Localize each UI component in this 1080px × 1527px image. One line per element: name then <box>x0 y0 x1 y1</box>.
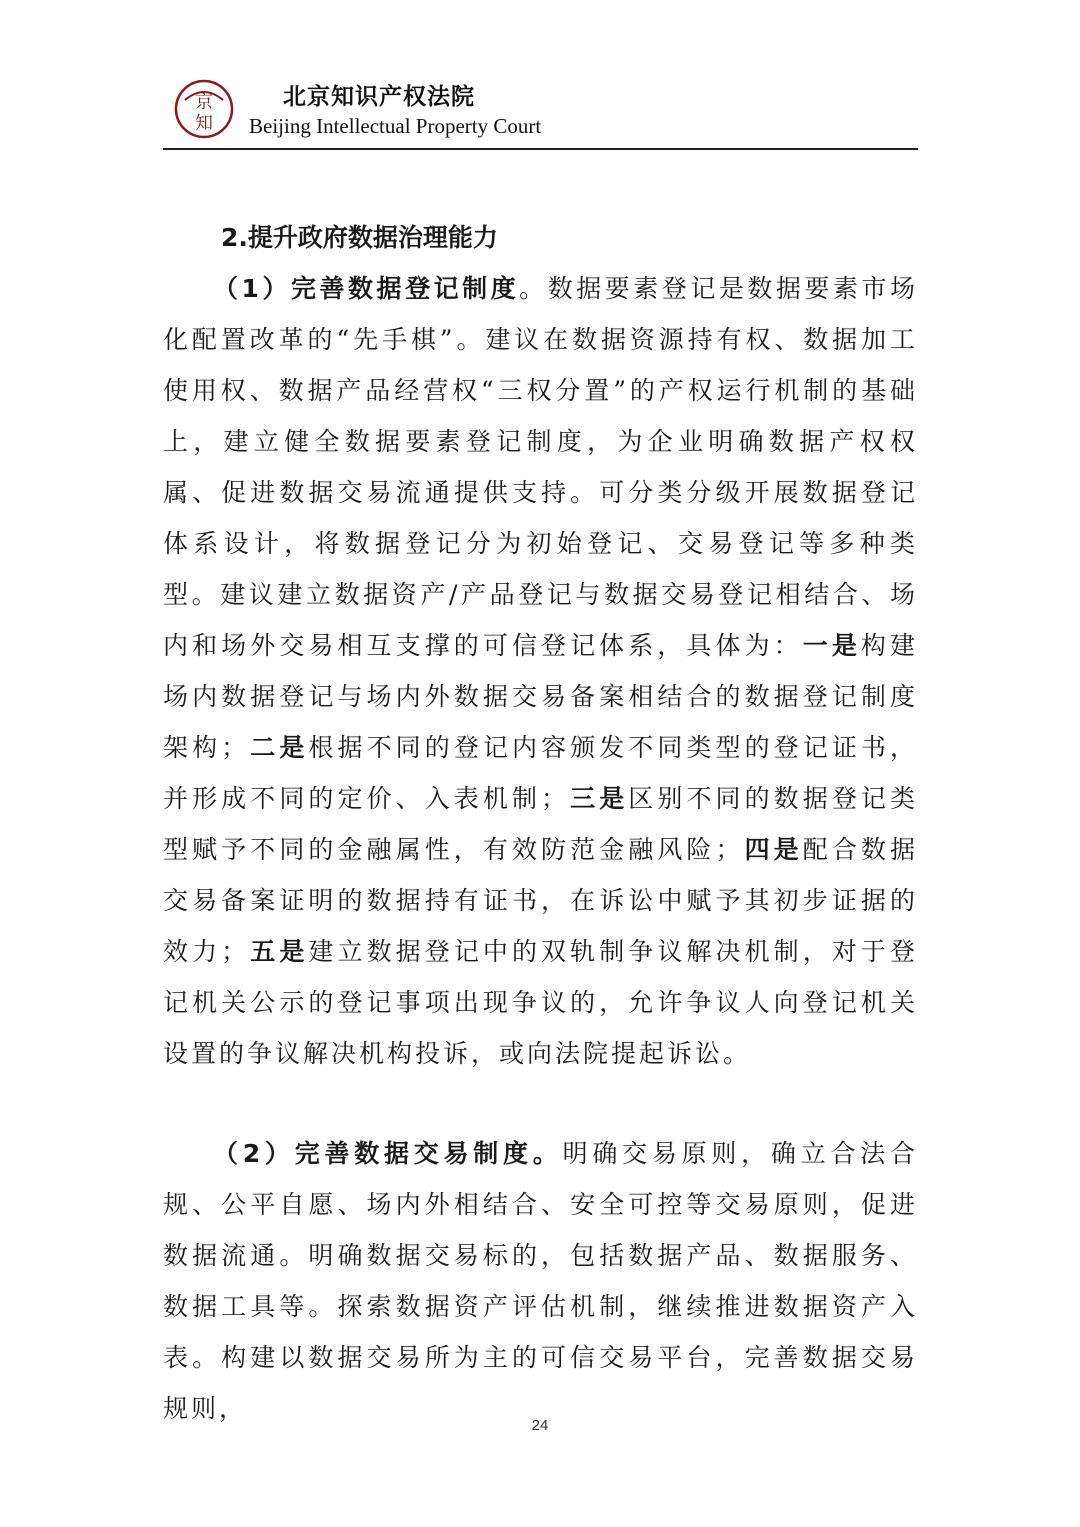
paragraph-text: 建立数据登记中的双轨制争议解决机制，对于登记机关公示的登记事项出现争议的，允许争议人向登记机关设置的争议解决机构投诉，或向法院提起诉讼。 <box>163 937 918 1068</box>
keyword-three: 三是 <box>569 784 629 813</box>
section-heading: 2.提升政府数据治理能力 <box>221 223 498 252</box>
keyword-five: 五是 <box>249 937 309 966</box>
paragraph-data-registration <box>163 263 918 1079</box>
paragraph-text: 根据不同的登记内容颁发不同类型的登记证书，并形成不同的定价、入表机制； <box>163 733 918 813</box>
org-name-chinese: 北京知识产权法院 <box>283 84 475 110</box>
keyword-two: 二是 <box>249 733 309 762</box>
court-logo-icon <box>173 78 235 140</box>
paragraph-text: 区别不同的数据登记类型赋予不同的金融属性，有效防范金融风险； <box>163 784 918 864</box>
org-name-english: Beijing Intellectual Property Court <box>249 114 542 138</box>
document-body <box>163 212 918 1434</box>
keyword-one: 一是 <box>802 631 861 660</box>
paragraph-text: 明确交易原则，确立合法合规、公平自愿、场内外相结合、安全可控等交易原则，促进数据流通。明确数据交易标的，包括数据产品、数据服务、数据工具等。探索数据资产评估机制，继续推进数据资产入表。构建以数据交易所为主的可信交易平台，完善数据交易规则， <box>163 1139 918 1423</box>
paragraph-text: 。数据要素登记是数据要素市场化配置改革的“先手棋”。建议在数据资源持有权、数据加工使用权、数据产品经营权“三权分置”的产权运行机制的基础上，建立健全数据要素登记制度，为企业明确数据产权权属、促进数据交易流通提供支持。可分类分级开展数据登记体系设计，将数据登记分为初始登记、交易登记等多种类型。建议建立数据资产/产品登记与数据交易登记相结合、场内和场外交易相互支撑的可信登记体系，具体为： <box>163 274 918 660</box>
paragraph-text: 配合数据交易备案证明的数据持有证书，在诉讼中赋予其初步证据的效力； <box>163 835 918 966</box>
paragraph-lead: （1）完善数据登记制度 <box>213 274 520 303</box>
page-number: 24 <box>531 1417 549 1434</box>
paragraph-text: 构建场内数据登记与场内外数据交易备案相结合的数据登记制度架构； <box>163 631 918 762</box>
svg-text:京: 京 <box>195 92 213 113</box>
keyword-four: 四是 <box>743 835 803 864</box>
paragraph-data-trading <box>163 1128 918 1434</box>
page-header <box>163 72 918 150</box>
paragraph-lead: （2）完善数据交易制度。 <box>213 1139 563 1168</box>
svg-text:知: 知 <box>195 113 213 134</box>
